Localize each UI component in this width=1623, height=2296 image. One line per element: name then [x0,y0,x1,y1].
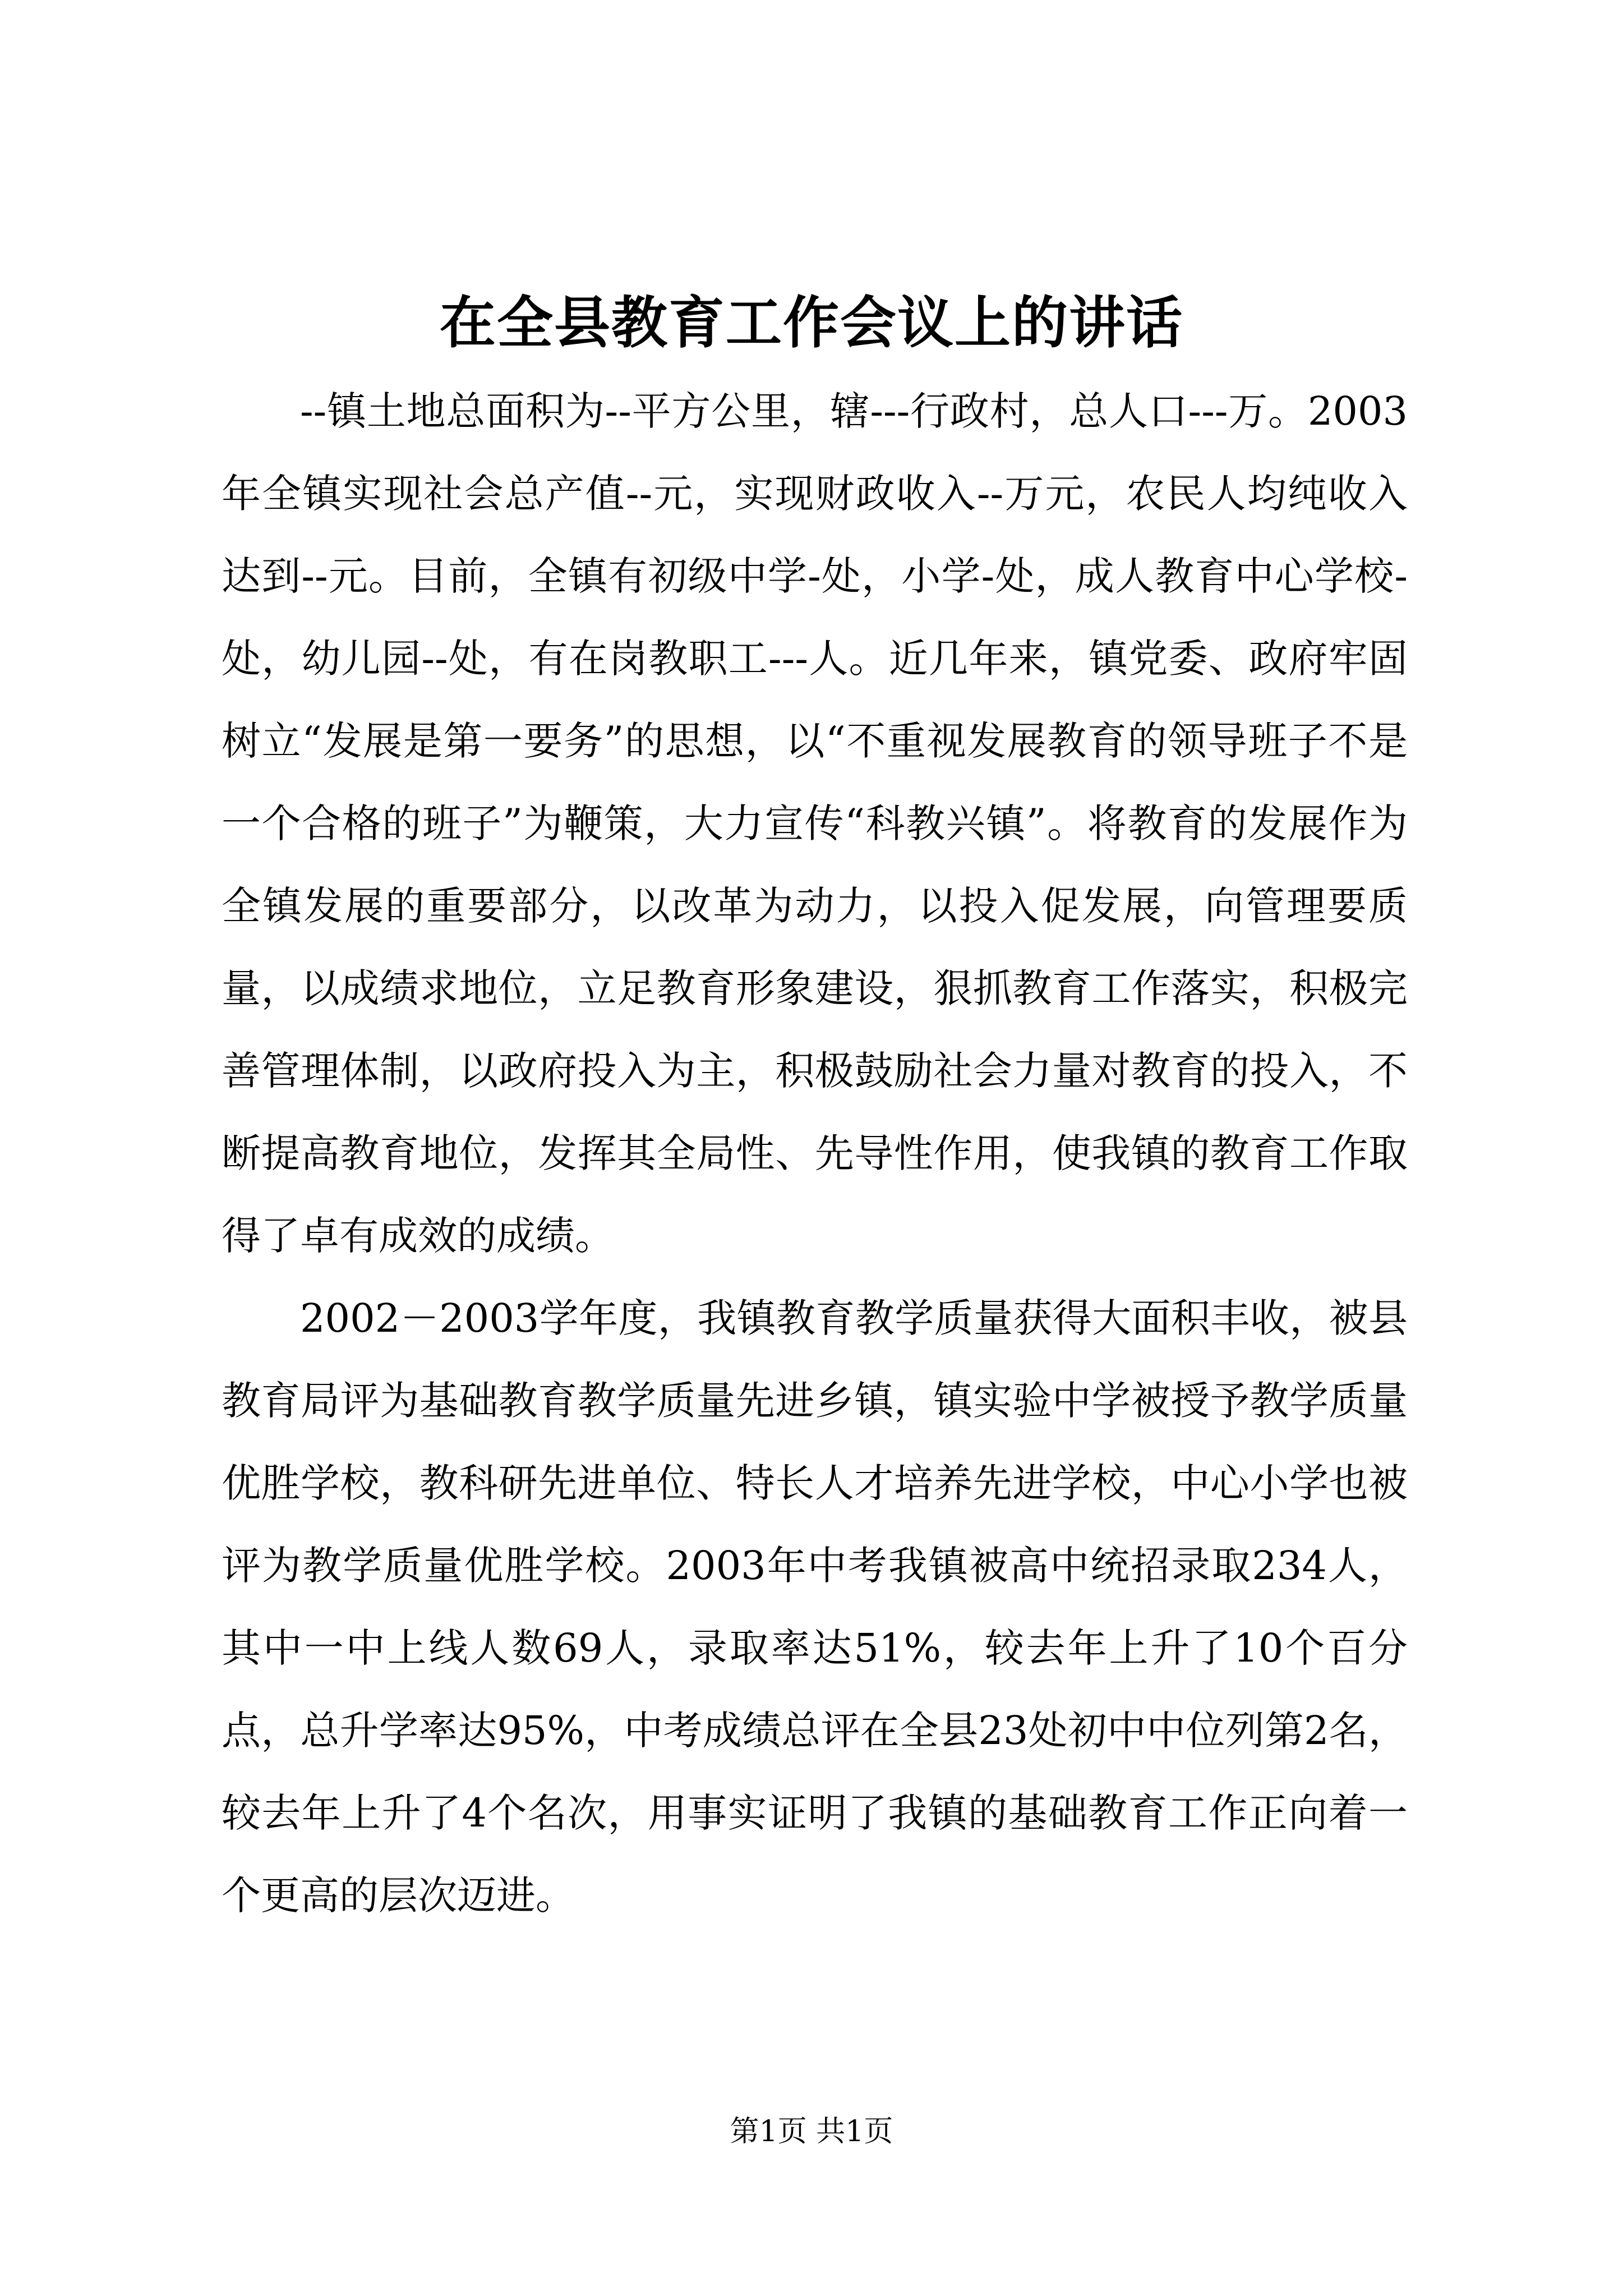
paragraph-achievements: 2002－2003学年度，我镇教育教学质量获得大面积丰收，被县教育局评为基础教育教学质量先进乡镇，镇实验中学被授予教学质量优胜学校，教科研先进单位、特长人才培养先进学校，中心小学也被评为教学质量优胜学校。2003年中考我镇被高中统招录取234人，其中一中上线人数69人，录取率达51%，较去年上升了10个百分点，总升学率达95%，中考成绩总评在全县23处初中中位列第2名，较去年上升了4个名次，用事实证明了我镇的基础教育工作正向着一个更高的层次迈进。 [222,1295,1408,1918]
paragraph-overview: --镇土地总面积为--平方公里，辖---行政村，总人口---万。2003年全镇实现社会总产值--元，实现财政收入--万元，农民人均纯收入达到--元。目前，全镇有初级中学-处，小学-处，成人教育中心学校-处，幼儿园--处，有在岗教职工---人。近几年来，镇党委、政府牢固树立“发展是第一要务”的思想，以“不重视发展教育的领导班子不是一个合格的班子”为鞭策，大力宣传“科教兴镇”。将教育的发展作为全镇发展的重要部分，以改革为动力，以投入促发展，向管理要质量，以成绩求地位，立足教育形象建设，狠抓教育工作落实，积极完善管理体制，以政府投入为主，积极鼓励社会力量对教育的投入，不断提高教育地位，发挥其全局性、先导性作用，使我镇的教育工作取得了卓有成效的成绩。 [222,388,1408,1259]
document-title: 在全县教育工作会议上的讲话 [440,289,1183,356]
document-body [222,370,1408,1937]
page-footer: 第1页 共1页 [730,2115,893,2148]
